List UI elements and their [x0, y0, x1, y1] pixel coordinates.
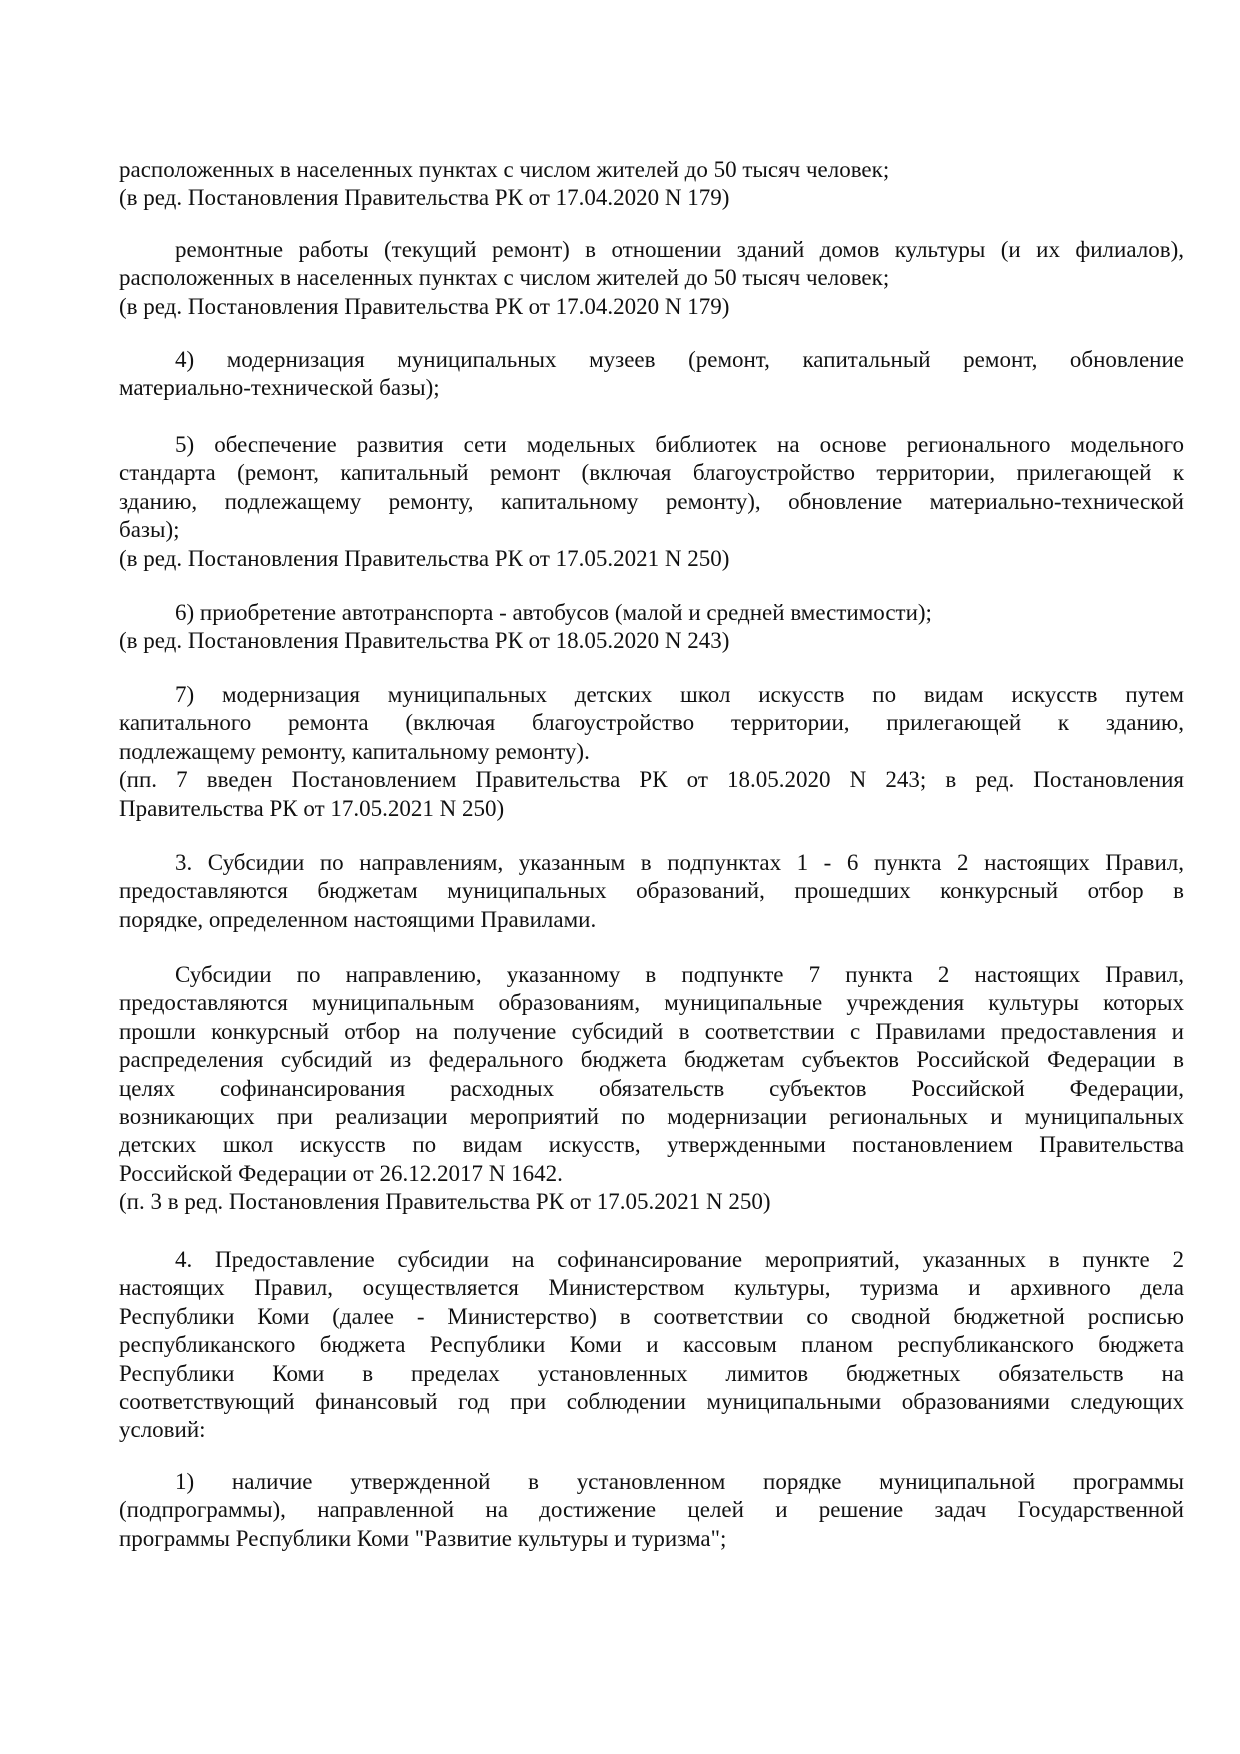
text-line: предоставляются бюджетам муниципальных образований, прошедших конкурсный отбор в [119, 878, 1184, 904]
text-line: настоящих Правил, осуществляется Министерством культуры, туризма и архивного дела [119, 1275, 1184, 1301]
text-line: прошли конкурсный отбор на получение субсидий в соответствии с Правилами предоставления и [119, 1018, 1184, 1044]
text-line: 4) модернизация муниципальных музеев (ремонт, капитальный ремонт, обновление [175, 347, 1184, 372]
document-section [119, 236, 1184, 321]
paragraph [119, 346, 1184, 403]
document-section [119, 961, 1184, 1217]
document-section [119, 599, 1184, 656]
paragraph [119, 849, 1184, 934]
text-line: Республики Коми (далее - Министерство) в соответствии со сводной бюджетной росписью [119, 1303, 1184, 1329]
text-line: 7) модернизация муниципальных детских школ искусств по видам искусств путем [175, 682, 1184, 707]
text-line: подлежащему ремонту, капитальному ремонту). [119, 738, 590, 764]
paragraph [119, 236, 1184, 293]
text-line: (подпрограммы), направленной на достижение целей и решение задач Государственной [119, 1497, 1184, 1523]
amendment-note [119, 1188, 1184, 1216]
text-line: (п. 3 в ред. Постановления Правительства РК от 17.05.2021 N 250) [119, 1189, 771, 1215]
text-line: материально-технической базы); [119, 375, 440, 401]
amendment-note [119, 627, 1184, 655]
text-line: программы Республики Коми "Развитие культуры и туризма"; [119, 1525, 727, 1551]
text-line: детских школ искусств по видам искусств, утвержденными постановлением Правительства [119, 1132, 1184, 1158]
paragraph [119, 599, 1184, 627]
document-section [119, 156, 1184, 213]
document-section [119, 1468, 1184, 1553]
text-line: соответствующий финансовый год при соблюдении муниципальными образованиями следующих [119, 1388, 1184, 1414]
amendment-note [119, 545, 1184, 573]
text-line: (в ред. Постановления Правительства РК от 17.04.2020 N 179) [119, 185, 730, 211]
paragraph [119, 431, 1184, 545]
amendment-note [119, 766, 1184, 823]
document-section [119, 346, 1184, 403]
text-line: Субсидии по направлению, указанному в подпункте 7 пункта 2 настоящих Правил, [175, 962, 1184, 987]
text-line: (в ред. Постановления Правительства РК от 17.04.2020 N 179) [119, 293, 730, 319]
document-section [119, 431, 1184, 573]
text-line: распределения субсидий из федерального бюджета бюджетам субъектов Российской Федерации в [119, 1047, 1184, 1073]
amendment-note [119, 293, 1184, 321]
amendment-note [119, 184, 1184, 212]
text-line: стандарта (ремонт, капитальный ремонт (включая благоустройство территории, прилегающей к [119, 460, 1184, 486]
text-line: республиканского бюджета Республики Коми и кассовым планом республиканского бюджета [119, 1332, 1184, 1358]
text-line: условий: [119, 1417, 206, 1443]
document-section [119, 1246, 1184, 1445]
text-line: 3. Субсидии по направлениям, указанным в подпунктах 1 - 6 пункта 2 настоящих Правил, [175, 850, 1184, 875]
text-line: зданию, подлежащему ремонту, капитальному ремонту), обновление материально-технической [119, 488, 1184, 514]
text-line: ремонтные работы (текущий ремонт) в отношении зданий домов культуры (и их филиалов), [175, 237, 1184, 262]
text-line: Республики Коми в пределах установленных лимитов бюджетных обязательств на [119, 1360, 1184, 1386]
text-line: (пп. 7 введен Постановлением Правительства РК от 18.05.2020 N 243; в ред. Постановления [119, 767, 1184, 793]
text-line: Правительства РК от 17.05.2021 N 250) [119, 795, 505, 821]
paragraph [119, 961, 1184, 1188]
document-section [119, 681, 1184, 823]
text-line: 4. Предоставление субсидии на софинансирование мероприятий, указанных в пункте 2 [175, 1247, 1184, 1272]
text-line: капитального ремонта (включая благоустройство территории, прилегающей к зданию, [119, 710, 1184, 736]
paragraph [119, 156, 1184, 184]
text-line: (в ред. Постановления Правительства РК от 18.05.2020 N 243) [119, 628, 730, 654]
document-section [119, 849, 1184, 934]
paragraph [119, 1246, 1184, 1445]
text-line: возникающих при реализации мероприятий по модернизации региональных и муниципальных [119, 1103, 1184, 1129]
text-line: базы); [119, 517, 180, 543]
text-line: (в ред. Постановления Правительства РК от 17.05.2021 N 250) [119, 545, 730, 571]
text-line: порядке, определенном настоящими Правилами. [119, 906, 597, 932]
text-line: предоставляются муниципальным образованиям, муниципальные учреждения культуры которых [119, 990, 1184, 1016]
paragraph [119, 681, 1184, 766]
text-line: 6) приобретение автотранспорта - автобусов (малой и средней вместимости); [175, 600, 932, 625]
text-line: 1) наличие утвержденной в установленном порядке муниципальной программы [175, 1469, 1184, 1494]
text-line: расположенных в населенных пунктах с числом жителей до 50 тысяч человек; [119, 157, 890, 182]
text-line: Российской Федерации от 26.12.2017 N 1642. [119, 1160, 563, 1186]
paragraph [119, 1468, 1184, 1553]
text-line: расположенных в населенных пунктах с числом жителей до 50 тысяч человек; [119, 265, 890, 291]
text-line: 5) обеспечение развития сети модельных библиотек на основе регионального модельного [175, 432, 1184, 457]
text-line: целях софинансирования расходных обязательств субъектов Российской Федерации, [119, 1075, 1184, 1101]
